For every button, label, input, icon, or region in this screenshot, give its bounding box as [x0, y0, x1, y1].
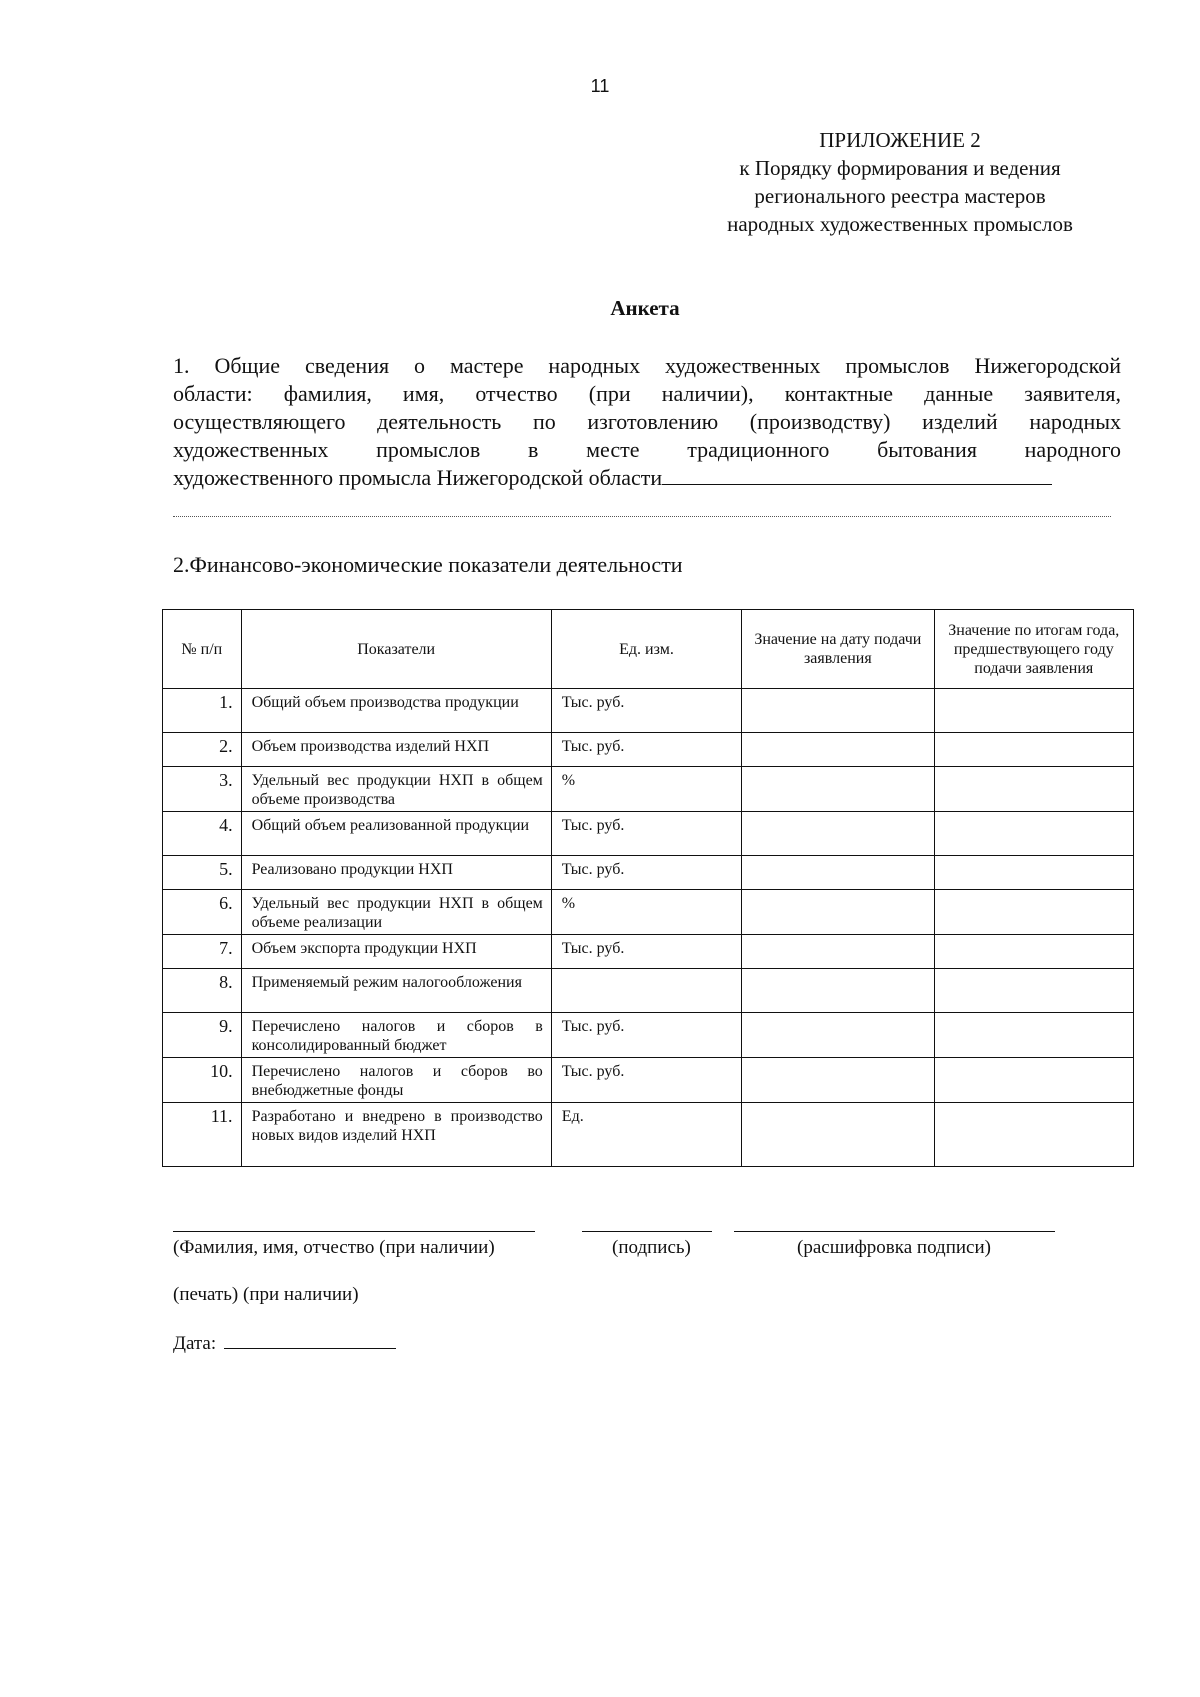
row-value-prev-year-cell[interactable] — [934, 1058, 1133, 1103]
row-value-prev-year-cell[interactable] — [934, 767, 1133, 812]
table-header-row — [163, 610, 1134, 689]
row-unit — [551, 969, 741, 1013]
row-number: 4. — [163, 812, 242, 856]
row-unit: Тыс. руб. — [551, 935, 741, 969]
row-value-prev-year-cell[interactable] — [934, 969, 1133, 1013]
row-value-current-cell[interactable] — [742, 890, 934, 935]
row-unit: % — [551, 890, 741, 935]
row-unit: Тыс. руб. — [551, 1058, 741, 1103]
date-label: Дата: — [173, 1333, 217, 1354]
row-indicator — [241, 689, 551, 733]
fio-signature-line[interactable] — [173, 1231, 535, 1232]
row-value-current-cell[interactable] — [742, 812, 934, 856]
table-row — [163, 767, 1134, 812]
table-row — [163, 856, 1134, 890]
date-fill-line[interactable] — [224, 1330, 396, 1349]
table-row — [163, 935, 1134, 969]
row-value-prev-year-cell[interactable] — [934, 935, 1133, 969]
header-indicators: Показатели — [241, 610, 551, 689]
form-title: Анкета — [610, 296, 680, 320]
section-1-line-2: области: фамилия, имя, отчество (при наличии), контактные данные заявителя, — [173, 381, 1121, 406]
row-indicator-text: Общий объем реализованной продукции — [251, 817, 530, 834]
row-value-prev-year-cell[interactable] — [934, 689, 1133, 733]
row-indicator-text: Перечислено налогов и сборов в консолидированный бюджет — [251, 1018, 543, 1054]
table-row — [163, 1013, 1134, 1058]
general-info-fill-line[interactable] — [662, 466, 1052, 485]
table-row — [163, 812, 1134, 856]
row-indicator — [241, 856, 551, 890]
row-value-prev-year-cell[interactable] — [934, 1103, 1133, 1167]
row-value-current-cell[interactable] — [742, 1058, 934, 1103]
row-indicator-text: Удельный вес продукции НХП в общем объеме производства — [251, 772, 543, 808]
header-unit: Ед. изм. — [551, 610, 741, 689]
signature-decode-line[interactable] — [734, 1231, 1055, 1232]
section-1-line-1: 1. Общие сведения о мастере народных художественных промыслов Нижегородской — [173, 353, 1121, 378]
section-1-general-info — [173, 352, 1121, 492]
row-value-prev-year-cell[interactable] — [934, 1013, 1133, 1058]
row-indicator — [241, 812, 551, 856]
appendix-line-3: народных художественных промыслов — [727, 212, 1073, 236]
row-number: 11. — [163, 1103, 242, 1167]
row-indicator-text: Применяемый режим налогообложения — [251, 974, 522, 991]
row-number: 2. — [163, 733, 242, 767]
row-unit: Тыс. руб. — [551, 1013, 741, 1058]
row-value-current-cell[interactable] — [742, 935, 934, 969]
row-number: 3. — [163, 767, 242, 812]
row-indicator — [241, 767, 551, 812]
header-value-prev-year: Значение по итогам года, предшествующего году подачи заявления — [934, 610, 1133, 689]
row-indicator — [241, 969, 551, 1013]
section-1-line-3: осуществляющего деятельность по изготовлению (производству) изделий народных — [173, 409, 1121, 434]
row-indicator — [241, 935, 551, 969]
row-value-current-cell[interactable] — [742, 1013, 934, 1058]
row-value-prev-year-cell[interactable] — [934, 856, 1133, 890]
date-row — [173, 1330, 396, 1355]
row-value-current-cell[interactable] — [742, 689, 934, 733]
row-indicator-text: Удельный вес продукции НХП в общем объеме реализации — [251, 895, 543, 931]
row-unit: Ед. — [551, 1103, 741, 1167]
fio-caption: (Фамилия, имя, отчество (при наличии) — [173, 1237, 495, 1258]
row-indicator — [241, 1013, 551, 1058]
row-number: 7. — [163, 935, 242, 969]
row-value-current-cell[interactable] — [742, 969, 934, 1013]
row-unit: Тыс. руб. — [551, 689, 741, 733]
row-indicator-text: Объем экспорта продукции НХП — [251, 940, 477, 957]
table-row — [163, 890, 1134, 935]
row-indicator — [241, 1103, 551, 1167]
appendix-header — [690, 126, 1110, 238]
appendix-line-2: регионального реестра мастеров — [754, 184, 1046, 208]
row-value-current-cell[interactable] — [742, 767, 934, 812]
row-indicator-text: Реализовано продукции НХП — [251, 861, 453, 878]
row-unit: Тыс. руб. — [551, 812, 741, 856]
section-1-line-5: художественного промысла Нижегородской области — [173, 465, 663, 490]
appendix-title: ПРИЛОЖЕНИЕ 2 — [819, 128, 981, 152]
row-indicator-text: Разработано и внедрено в производство новых видов изделий НХП — [251, 1108, 543, 1144]
table-row — [163, 969, 1134, 1013]
stamp-label: (печать) (при наличии) — [173, 1284, 359, 1305]
sign-caption: (подпись) — [612, 1237, 691, 1258]
row-indicator — [241, 733, 551, 767]
row-number: 8. — [163, 969, 242, 1013]
table-row — [163, 1058, 1134, 1103]
row-value-current-cell[interactable] — [742, 733, 934, 767]
row-indicator — [241, 1058, 551, 1103]
dotted-fill-line[interactable] — [173, 516, 1111, 517]
row-number: 6. — [163, 890, 242, 935]
header-num: № п/п — [163, 610, 242, 689]
table-row — [163, 1103, 1134, 1167]
indicators-table — [162, 609, 1134, 1167]
decode-caption: (расшифровка подписи) — [797, 1237, 991, 1258]
section-1-line-4: художественных промыслов в месте традиционного бытования народного — [173, 437, 1121, 462]
table-row — [163, 733, 1134, 767]
row-number: 9. — [163, 1013, 242, 1058]
signature-line[interactable] — [582, 1231, 712, 1232]
appendix-line-1: к Порядку формирования и ведения — [739, 156, 1061, 180]
row-number: 10. — [163, 1058, 242, 1103]
section-1-line-5-wrap — [173, 464, 1121, 492]
row-value-prev-year-cell[interactable] — [934, 812, 1133, 856]
section-2-title: 2.Финансово-экономические показатели деятельности — [173, 552, 683, 577]
row-value-current-cell[interactable] — [742, 1103, 934, 1167]
row-indicator-text: Общий объем производства продукции — [251, 694, 519, 711]
row-number: 1. — [163, 689, 242, 733]
table-row — [163, 689, 1134, 733]
row-unit: Тыс. руб. — [551, 733, 741, 767]
row-value-prev-year-cell[interactable] — [934, 890, 1133, 935]
row-unit: Тыс. руб. — [551, 856, 741, 890]
row-value-prev-year-cell[interactable] — [934, 733, 1133, 767]
row-value-current-cell[interactable] — [742, 856, 934, 890]
page-number: 11 — [590, 76, 610, 96]
row-indicator — [241, 890, 551, 935]
row-unit: % — [551, 767, 741, 812]
row-indicator-text: Объем производства изделий НХП — [251, 738, 490, 755]
row-number: 5. — [163, 856, 242, 890]
header-value-current: Значение на дату подачи заявления — [742, 610, 934, 689]
row-indicator-text: Перечислено налогов и сборов во внебюджетные фонды — [251, 1063, 543, 1099]
